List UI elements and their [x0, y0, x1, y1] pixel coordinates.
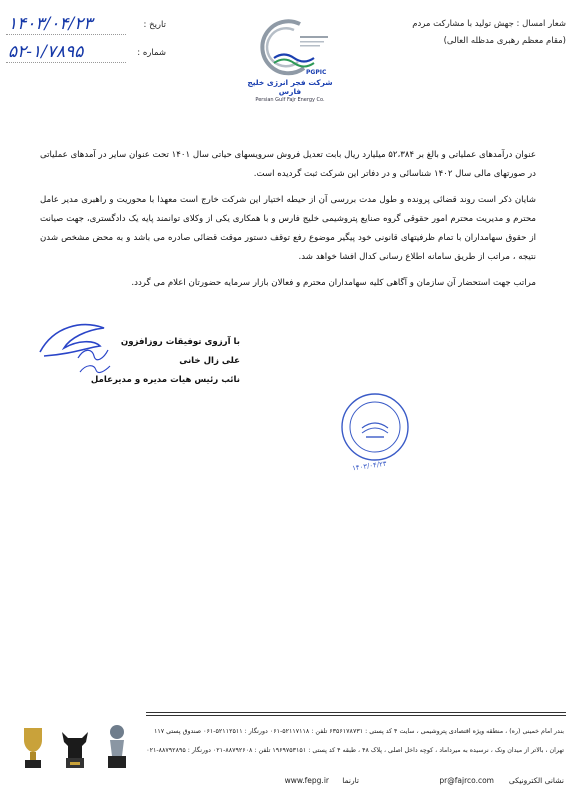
company-name-fa: شرکت فجر انرژی خلیج فارس [247, 78, 333, 96]
number-value: ۵۲-۱/۷۸۹۵ [8, 42, 84, 62]
date-dotted-line [6, 34, 126, 35]
body-paragraph-3: مراتب جهت استحضار آن سازمان و آگاهی کلیه سهامداران محترم و فعالان بازار سرمایه حضورتان اعلام می گردد. [131, 278, 536, 288]
stamp-date: ۱۴۰۳/۰۴/۲۳ [351, 459, 388, 473]
slogan [366, 16, 566, 50]
number-row [6, 42, 166, 66]
footer-address-tehran: تهران ، بالاتر از میدان ونک ، نرسیده به میرداماد ، کوچه داخل اصلی ، پلاک ۴۸ ، طبقه ۴ کد پستی : ۱۹۶۹۷۵۳۱۵۱ تلفن : ۸۸۷۹۲۶۰۸-۰۲۱ دورنگار : ۸۸۷۹۲۸۹۵-۰۲۱ [146, 747, 564, 754]
footer-divider-2 [146, 715, 566, 716]
footer-contact-row [150, 776, 564, 792]
email-link[interactable]: pr@fajrco.com [439, 776, 494, 785]
trophy-icon [16, 722, 50, 772]
signer-title: نائب رئیس هیات مدیره و مدیرعامل [90, 375, 240, 385]
number-label: شماره : [137, 48, 166, 58]
company-name-en: Persian Gulf Fajr Energy Co. [255, 97, 325, 103]
letter-footer [0, 708, 576, 799]
award-badge-2 [58, 722, 92, 788]
email-label: نشانی الکترونیکی [508, 776, 564, 785]
award-badge-3 [100, 722, 134, 788]
website-link[interactable]: www.fepg.ir [284, 776, 329, 785]
signer-name: علی زال خانی [179, 356, 240, 366]
footer-address-bandar: بندر امام خمینی (ره) ، منطقه ویژه اقتصادی پتروشیمی ، سایت ۴ کد پستی : ۶۳۵۶۱۷۸۷۳۱ تلفن : ۵۲۱۱۷۱۱۸-۰۶۱ دورنگار : ۵۲۱۱۲۵۱۱-۰۶۱ صندوق پستی ۱۱۷ [153, 728, 564, 735]
handwritten-signature-icon [34, 318, 114, 380]
letter-body [40, 146, 536, 300]
body-paragraph-2: شایان ذکر است روند قضائی پرونده و طول مدت بررسی آن از حیطه اختیار این شرکت خارج است معهذا با محوریت و راهبری مدیر عامل محترم و مدیریت محترم امور حقوقی گروه صنایع پتروشیمی خلیج فارس و با همکاری یکی از وکلای توانمند پایه یک دادگستری، جهت صیانت از حقوق سهامداران با تمام ظرفیتهای قانونی خود پیگیر موضوع رفع توقف دستور موقت قضائی صادره می باشد و به محض مشخص شدن نتیجه ، مراتب از طریق سامانه اطلاع رسانی کدال افشا خواهد شد. [40, 195, 536, 262]
award-badge-1 [16, 722, 50, 788]
body-paragraph-1: عنوان درآمدهای عملیاتی و بالغ بر ۵۲،۳۸۴ میلیارد ریال بابت تعدیل فروش سرویسهای حیاتی سال ۱۴۰۱ تحت عنوان سایر در آمدهای عملیاتی در صورتهای مالی سال ۱۴۰۲ شناسائی و در دفاتر این شرکت ثبت گردیده است. [40, 150, 536, 179]
logo-abbreviation: PGPIC [306, 69, 327, 76]
company-logo [244, 18, 336, 102]
company-seal-icon [338, 390, 412, 464]
footer-divider [146, 712, 566, 713]
website-label: تارنما [342, 776, 359, 785]
number-dotted-line [6, 62, 126, 63]
logo-emblem-icon [244, 18, 336, 76]
date-label: تاریخ : [143, 20, 166, 30]
award-statue-icon [100, 722, 134, 772]
date-value: ۱۴۰۳/۰۴/۲۳ [8, 14, 93, 34]
bull-statue-icon [58, 722, 92, 772]
closing-line: با آرزوی توفیقات روزافزون [120, 337, 240, 347]
slogan-line: شعار امسال : جهش تولید با مشارکت مردم [412, 19, 566, 29]
slogan-attribution: (مقام معظم رهبری مدظله العالی) [443, 36, 566, 46]
letter-meta [6, 14, 166, 66]
date-row [6, 14, 166, 38]
award-badges [16, 722, 136, 794]
